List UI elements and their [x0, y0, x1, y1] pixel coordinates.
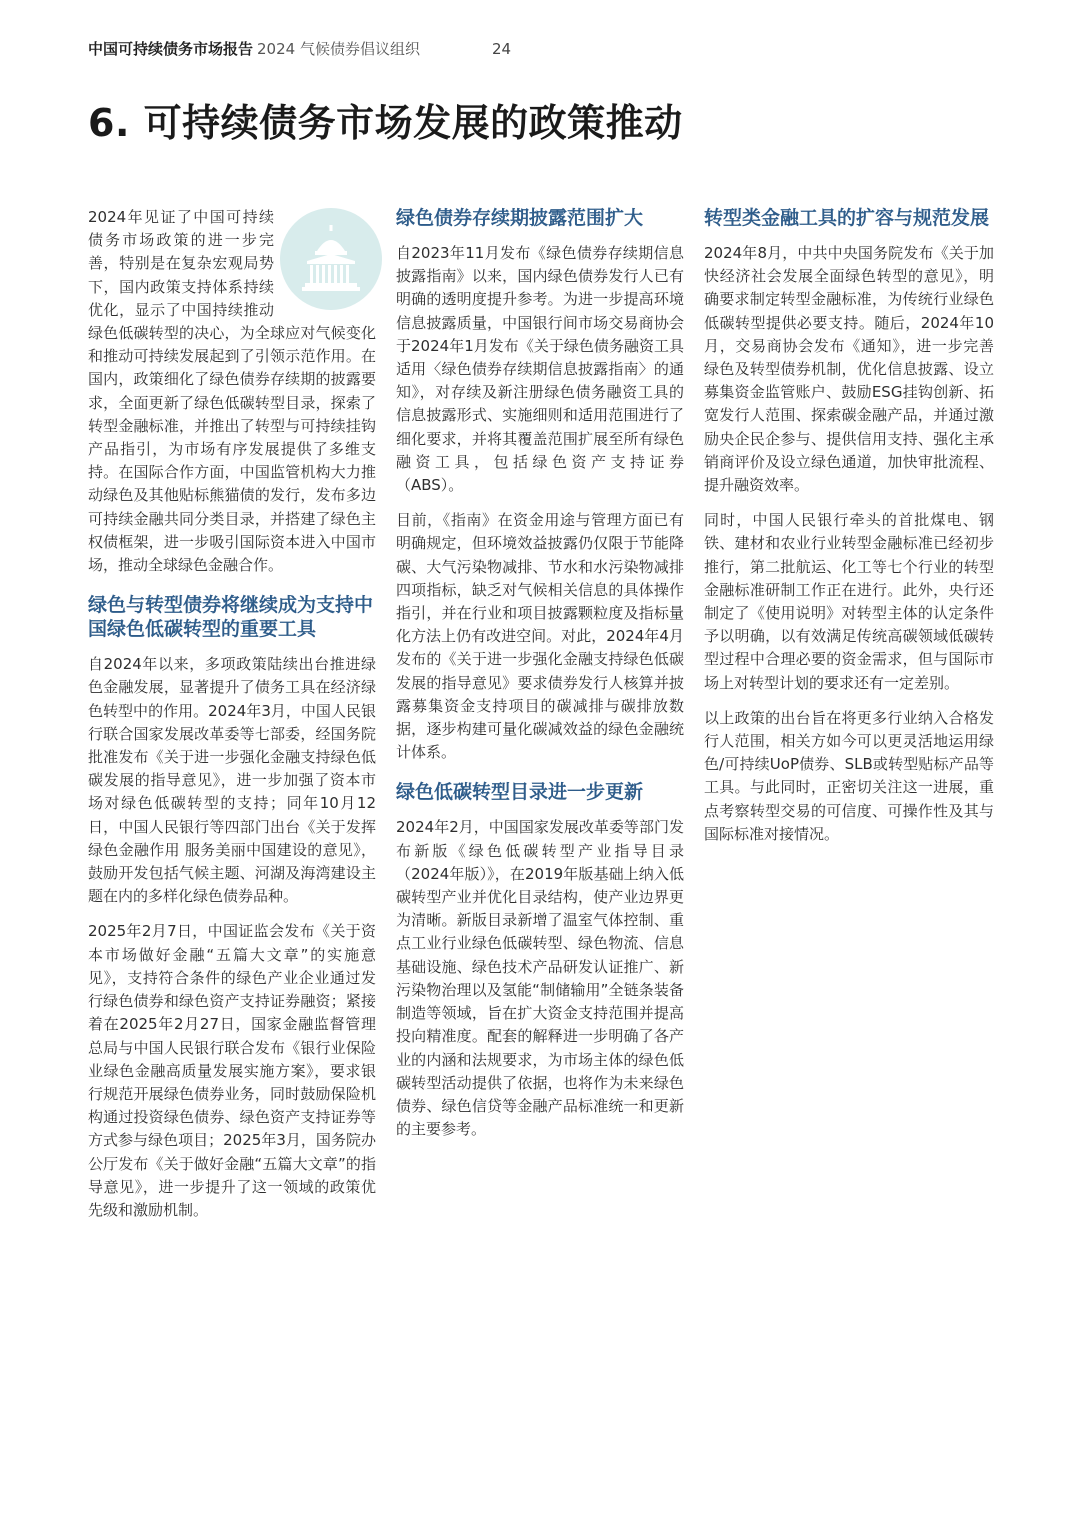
intro-paragraph: 2024年见证了中国可持续债务市场政策的进一步完善，特别是在复杂宏观局势下，国内政策支持体系持续优化，显示了中国持续推动绿色低碳转型的决心，为全球应对气候变化和推动可持续发展起到了引领示范作用。在国内，政策细化了绿色债券存续期的披露要求，全面更新了绿色低碳转型目录，探索了转型金融标准，并推出了转型与可持续挂钩产品指引，为市场有序发展提供了多维支持。在国际合作方面，中国监管机构大力推动绿色及其他贴标熊猫债的发行，发布多边可持续金融共同分类目录，并搭建了绿色主权债框架，进一步吸引国际资本进入中国市场，推动全球绿色金融合作。	[88, 208, 376, 575]
paragraph: 自2023年11月发布《绿色债券存续期信息披露指南》以来，国内绿色债券发行人已有明确的透明度提升参考。为进一步提高环境信息披露质量，中国银行间市场交易商协会于2024年1月发布《关于绿色债务融资工具适用〈绿色债券存续期信息披露指南〉的通知》，对存续及新注册绿色债务融资工具的信息披露形式、实施细则和适用范围进行了细化要求，并将其覆盖范围扩展至所有绿色融资工具，包括绿色资产支持证券（ABS）。	[396, 244, 684, 495]
report-year-org: 2024 气候债券倡议组织	[257, 40, 420, 58]
paragraph: 2024年2月，中国国家发展改革委等部门发布新版《绿色低碳转型产业指导目录（2024年版）》，在2019年版基础上纳入低碳转型产业并优化目录结构，使产业边界更为清晰。新版目录新增了温室气体控制、重点工业行业绿色低碳转型、绿色物流、信息基础设施、绿色技术产品研发认证推广、新污染物治理以及氢能“制储输用”全链条装备制造等领域，旨在扩大资金支持范围并提高投向精准度。配套的解释进一步明确了各产业的内涵和法规要求，为市场主体的绿色低碳转型活动提供了依据，也将作为未来绿色债券、绿色信贷等金融产品标准统一和更新的主要参考。	[396, 818, 684, 1139]
section-heading-disclosure: 绿色债券存续期披露范围扩大	[396, 207, 644, 229]
paragraph: 同时，中国人民银行牵头的首批煤电、钢铁、建材和农业行业转型金融标准已经初步推行，第二批航运、化工等七个行业的转型金融标准研制工作正在进行。此外，央行还制定了《使用说明》对转型主体的认定条件予以明确，以有效满足传统高碳领域低碳转型过程中合理必要的资金需求，但与国际市场上对转型计划的要求还有一定差别。	[704, 511, 994, 692]
paragraph: 自2024年以来，多项政策陆续出台推进绿色金融发展，显著提升了债务工具在经济绿色转型中的作用。2024年3月，中国人民银行联合国家发展改革委等七部委，经国务院批准发布《关于进一步强化金融支持绿色低碳发展的指导意见》，进一步加强了资本市场对绿色低碳转型的支持；同年10月12日，中国人民银行等四部门出台《关于发挥绿色金融作用 服务美丽中国建设的意见》，鼓励开发包括气候主题、河湖及海湾建设主题在内的多样化绿色债券品种。	[88, 655, 376, 906]
section-heading-green-transition-bonds: 绿色与转型债券将继续成为支持中国绿色低碳转型的重要工具	[88, 594, 374, 641]
running-header	[88, 38, 511, 59]
government-building-icon	[280, 208, 382, 310]
paragraph: 2025年2月7日，中国证监会发布《关于资本市场做好金融“五篇大文章”的实施意见》，支持符合条件的绿色产业企业通过发行绿色债券和绿色资产支持证券融资；紧接着在2025年2月27日，国家金融监督管理总局与中国人民银行联合发布《银行业保险业绿色金融高质量发展实施方案》，要求银行规范开展绿色债券业务，同时鼓励保险机构通过投资绿色债券、绿色资产支持证券等方式参与绿色项目；2025年3月，国务院办公厅发布《关于做好金融“五篇大文章”的指导意见》，进一步提升了这一领域的政策优先级和激励机制。	[88, 922, 376, 1219]
paragraph: 以上政策的出台旨在将更多行业纳入合格发行人范围，相关方如今可以更灵活地运用绿色/可持续UoP债券、SLB或转型贴标产品等工具。与此同时，正密切关注这一进展，重点考察转型交易的可信度、可操作性及其与国际标准对接情况。	[704, 708, 994, 843]
page-title: 6. 可持续债务市场发展的政策推动	[88, 101, 683, 145]
building-graphic	[293, 221, 369, 297]
column-1	[88, 206, 376, 1234]
paragraph: 2024年8月，中共中央国务院发布《关于加快经济社会发展全面绿色转型的意见》，明确要求制定转型金融标准，为传统行业绿色低碳转型提供必要支持。随后，2024年10月，交易商协会发布《通知》，进一步完善绿色及转型债券机制，优化信息披露、设立募集资金监管账户、鼓励ESG挂钩创新、拓宽发行人范围、探索碳金融产品，并通过激励央企民企参与、提供信用支持、强化主承销商评价及设立绿色通道，加快审批流程、提升融资效率。	[704, 244, 994, 495]
column-2	[396, 206, 684, 1153]
page-number: 24	[491, 40, 512, 58]
section-heading-catalogue-update: 绿色低碳转型目录进一步更新	[396, 781, 644, 804]
section-heading-transition-instruments: 转型类金融工具的扩容与规范发展	[704, 207, 990, 229]
paragraph: 目前，《指南》在资金用途与管理方面已有明确规定，但环境效益披露仍仅限于节能降碳、大气污染物减排、节水和水污染物减排四项指标，缺乏对气候相关信息的具体操作指引，并在行业和项目披露颗粒度及指标量化方法上仍有改进空间。对此，2024年4月发布的《关于进一步强化金融支持绿色低碳发展的指导意见》要求债券发行人核算并披露募集资金支持项目的碳减排与碳排放数据，逐步构建可量化碳减效益的绿色金融统计体系。	[396, 511, 684, 762]
column-3	[704, 206, 994, 858]
report-title: 中国可持续债务市场报告	[88, 40, 254, 58]
